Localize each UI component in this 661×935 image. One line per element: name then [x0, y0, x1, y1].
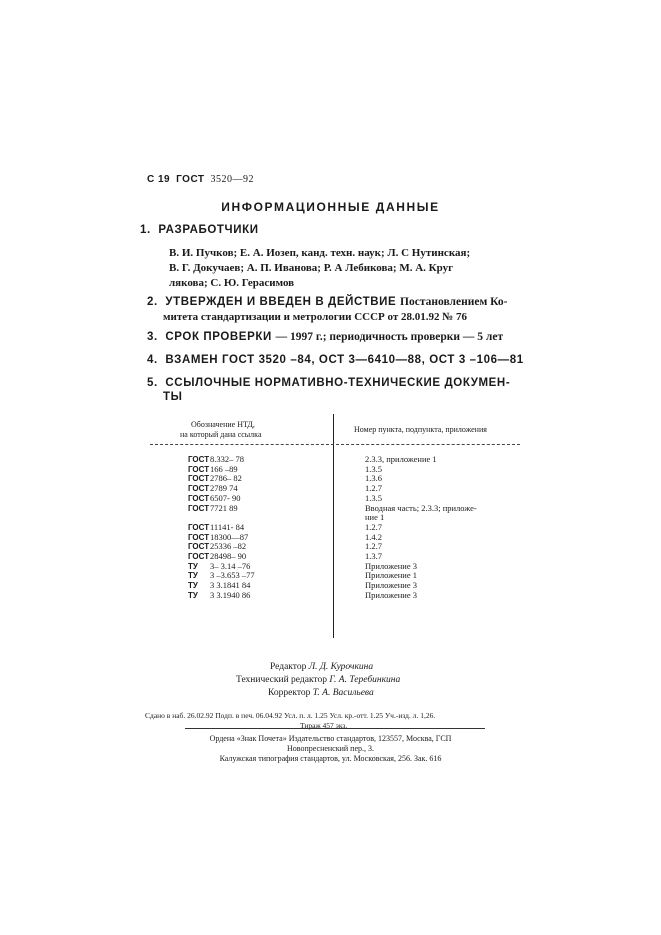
doc-number: 3 3.1940 86 [210, 589, 251, 600]
table-row-doc [188, 561, 250, 571]
section-2-number: 2. [147, 296, 158, 308]
imprint-line-4: Новопресненский пер., 3. [286, 744, 375, 753]
doc-number: 3 –3.653 –77 [210, 570, 255, 581]
table-row-doc [188, 473, 242, 483]
table-row-ref: 1.4.2 [365, 531, 382, 542]
corrector-label: Корректор [268, 688, 311, 698]
doc-type: ГОСТ [188, 503, 210, 513]
doc-number: 11141- 84 [210, 521, 245, 532]
section-2-text: Постановлением Ко- [400, 296, 508, 308]
table-row-ref: 1.3.5 [365, 463, 382, 474]
gost-label: ГОСТ [176, 174, 205, 185]
table-row-ref: 1.3.6 [365, 473, 382, 484]
table-row-ref: Приложение 1 [365, 570, 417, 581]
col-doc-header-line-1: Обозначение НТД, [191, 420, 255, 429]
doc-type: ТУ [188, 581, 198, 591]
doc-type: ТУ [188, 590, 198, 600]
section-5-heading [147, 377, 510, 389]
table-row-ref: 1.2.7 [365, 521, 382, 532]
table-row-ref: Приложение 3 [365, 580, 417, 591]
header-divider [150, 444, 520, 445]
editor-name: Л. Д. Курочкина [308, 662, 374, 672]
table-row-ref: Приложение 3 [365, 589, 417, 600]
col-ref-header: Номер пункта, подпункта, приложения [354, 425, 487, 434]
table-row-doc [188, 483, 238, 493]
corrector-name: Т. А. Васильева [312, 688, 374, 698]
section-4-heading [147, 354, 524, 366]
section-5-title-line-2: ТЫ [163, 391, 183, 403]
section-1-title: РАЗРАБОТЧИКИ [158, 224, 259, 236]
section-4-title: ВЗАМЕН [165, 354, 219, 366]
doc-number: 2789 74 [210, 483, 238, 494]
page-title: ИНФОРМАЦИОННЫЕ ДАННЫЕ [221, 200, 440, 214]
doc-number: 7721 89 [210, 502, 238, 513]
section-5-title-line-1: ССЫЛОЧНЫЕ НОРМАТИВНО-ТЕХНИЧЕСКИЕ ДОКУМЕН- [165, 377, 511, 389]
table-row-ref: 1.2.7 [365, 483, 382, 494]
column-divider [333, 414, 334, 638]
tech-editor-label: Технический редактор [236, 675, 327, 685]
doc-type: ГОСТ [188, 464, 210, 474]
imprint-line-1: Сдано в наб. 26.02.92 Подп. в печ. 06.04.92 Усл. п. л. 1.25 Усл. кр.-отт. 1.25 Уч.-изд. л. 1,26. [145, 711, 436, 720]
doc-number: 28498– 90 [210, 551, 247, 561]
doc-number: 3 3.1841 84 [210, 580, 251, 591]
editor-line [270, 662, 373, 672]
section-1-number: 1. [140, 224, 151, 236]
section-3-title: СРОК ПРОВЕРКИ [165, 331, 272, 343]
section-2-heading [147, 296, 508, 308]
table-row-ref: 1.2.7 [365, 541, 382, 552]
doc-type: ГОСТ [188, 484, 210, 494]
tech-editor-name: Г. А. Теребинкина [329, 675, 401, 685]
col-doc-header-line-2: на который дана ссылка [180, 430, 262, 439]
imprint-line-5: Калужская типография стандартов, ул. Московская, 256. Зак. 616 [219, 754, 442, 763]
doc-type: ГОСТ [188, 532, 210, 542]
table-row-ref: Вводная часть; 2.3.3; приложе- [365, 502, 477, 513]
doc-type: ГОСТ [188, 552, 210, 561]
table-row-doc [188, 454, 244, 464]
section-3-number: 3. [147, 331, 158, 343]
doc-type: ГОСТ [188, 474, 210, 484]
section-3-text: — 1997 г.; периодичность проверки — 5 лет [275, 331, 504, 343]
table-row-ref: 1.3.5 [365, 492, 382, 503]
table-row-doc [188, 590, 250, 600]
table-row-doc [188, 493, 240, 503]
gost-number: 3520—92 [210, 174, 255, 185]
doc-type: ГОСТ [188, 522, 210, 532]
doc-type: ТУ [188, 561, 198, 571]
table-row-doc [188, 464, 238, 474]
doc-type: ГОСТ [188, 455, 210, 464]
table-row-doc [188, 522, 244, 532]
table-row-doc [188, 551, 246, 561]
section-2-title: УТВЕРЖДЕН И ВВЕДЕН В ДЕЙСТВИЕ [165, 296, 397, 308]
section-5-number: 5. [147, 377, 158, 389]
table-row-doc [188, 580, 250, 590]
table-row-ref-continued: ние 1 [365, 512, 385, 523]
editor-label: Редактор [270, 662, 307, 672]
doc-number: 2786– 82 [210, 473, 242, 484]
imprint-line-2: Тираж 457 экз. [300, 721, 348, 730]
table-row-doc [188, 532, 248, 542]
table-row-ref: 1.3.7 [365, 551, 382, 561]
doc-type: ТУ [188, 571, 198, 581]
doc-number: 166 –89 [210, 463, 238, 474]
imprint-line-3: Ордена «Знак Почета» Издательство стандартов, 123557, Москва, ГСП [209, 734, 452, 743]
doc-number: 18300—87 [210, 531, 249, 542]
section-4-text: ГОСТ 3520 –84, ОСТ 3—6410—88, ОСТ 3 –106—81 [222, 354, 524, 366]
section-2-line-2: митета стандартизации и метрологии СССР от 28.01.92 № 76 [163, 311, 468, 323]
doc-number: 6507- 90 [210, 492, 241, 503]
tech-editor-line [236, 675, 400, 685]
section-4-number: 4. [147, 354, 158, 366]
doc-number: 25336 –82 [210, 541, 247, 552]
doc-number: 3– 3.14 –76 [210, 560, 251, 571]
table-row-doc [188, 570, 255, 580]
table-row-ref: 2.3.3, приложение 1 [365, 454, 437, 464]
table-row-doc [188, 503, 238, 513]
developers-line-2: В. Г. Докучаев; А. П. Иванова; Р. А Лебикова; М. А. Круг [169, 262, 454, 274]
section-1-heading [140, 224, 259, 236]
developers-line-3: лякова; С. Ю. Герасимов [169, 277, 295, 289]
table-row-doc [188, 541, 246, 551]
developers-line-1: В. И. Пучков; Е. А. Иозеп, канд. техн. наук; Л. С Нутинская; [169, 247, 471, 259]
section-3-heading [147, 331, 503, 343]
corrector-line [268, 688, 374, 698]
imprint-divider [185, 728, 485, 729]
doc-number: 8.332– 78 [210, 454, 244, 464]
page-header [147, 174, 254, 185]
doc-type: ГОСТ [188, 493, 210, 503]
table-row-ref: Приложение 3 [365, 560, 417, 571]
page-prefix: С 19 [147, 174, 171, 185]
doc-type: ГОСТ [188, 542, 210, 552]
